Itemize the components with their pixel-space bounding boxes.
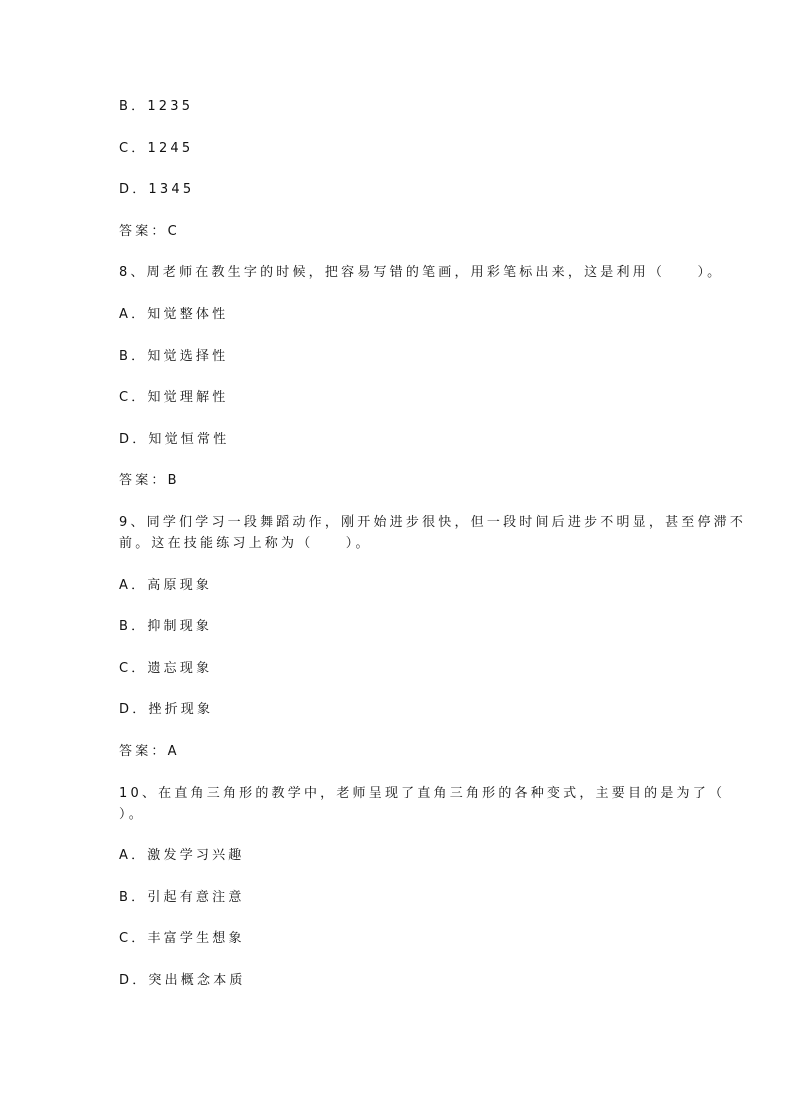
paragraph bbox=[119, 429, 699, 450]
paragraph bbox=[119, 387, 699, 408]
text-line: B．抑制现象 bbox=[119, 619, 213, 635]
paragraph bbox=[119, 179, 699, 200]
text-line: D．1345 bbox=[119, 182, 195, 198]
text-line: A．激发学习兴趣 bbox=[119, 848, 245, 864]
text-line: D．挫折现象 bbox=[119, 702, 214, 718]
paragraph bbox=[119, 970, 699, 991]
paragraph bbox=[119, 138, 699, 159]
text-line: 10、在直角三角形的教学中，老师呈现了直角三角形的各种变式，主要目的是为了（ bbox=[119, 785, 726, 801]
text-line: C．丰富学生想象 bbox=[119, 931, 245, 947]
text-line: 9、同学们学习一段舞蹈动作，刚开始进步很快，但一段时间后进步不明显，甚至停滞不 bbox=[119, 514, 747, 530]
paragraph bbox=[119, 575, 699, 596]
text-line: 答案：C bbox=[119, 223, 180, 239]
text-line: B．1235 bbox=[119, 99, 194, 114]
paragraph bbox=[119, 221, 699, 242]
text-line: ）。 bbox=[119, 806, 145, 822]
text-line: A．知觉整体性 bbox=[119, 306, 229, 322]
paragraph bbox=[119, 96, 699, 117]
paragraph bbox=[119, 616, 699, 637]
text-line: C．遗忘现象 bbox=[119, 660, 213, 676]
paragraph bbox=[119, 658, 699, 679]
text-line: D．突出概念本质 bbox=[119, 972, 246, 988]
text-line: D．知觉恒常性 bbox=[119, 431, 230, 447]
paragraph bbox=[119, 512, 747, 554]
paragraph bbox=[119, 928, 699, 949]
paragraph bbox=[119, 346, 699, 367]
text-line: B．知觉选择性 bbox=[119, 348, 229, 364]
document-body bbox=[119, 96, 747, 1011]
text-line: 答案：B bbox=[119, 473, 180, 489]
text-line: C．知觉理解性 bbox=[119, 390, 229, 406]
paragraph bbox=[119, 699, 699, 720]
paragraph bbox=[119, 304, 699, 325]
paragraph bbox=[119, 887, 699, 908]
paragraph bbox=[119, 741, 699, 762]
text-line: 8、周老师在教生字的时候，把容易写错的笔画，用彩笔标出来，这是利用（ ）。 bbox=[119, 265, 724, 281]
paragraph bbox=[119, 783, 726, 825]
text-line: 答案：A bbox=[119, 743, 180, 759]
text-line: B．引起有意注意 bbox=[119, 889, 245, 905]
paragraph bbox=[119, 845, 699, 866]
paragraph bbox=[119, 470, 699, 491]
text-line: A．高原现象 bbox=[119, 577, 213, 593]
text-line: C．1245 bbox=[119, 140, 194, 156]
text-line: 前。这在技能练习上称为（ ）。 bbox=[119, 535, 372, 551]
paragraph bbox=[119, 262, 724, 283]
